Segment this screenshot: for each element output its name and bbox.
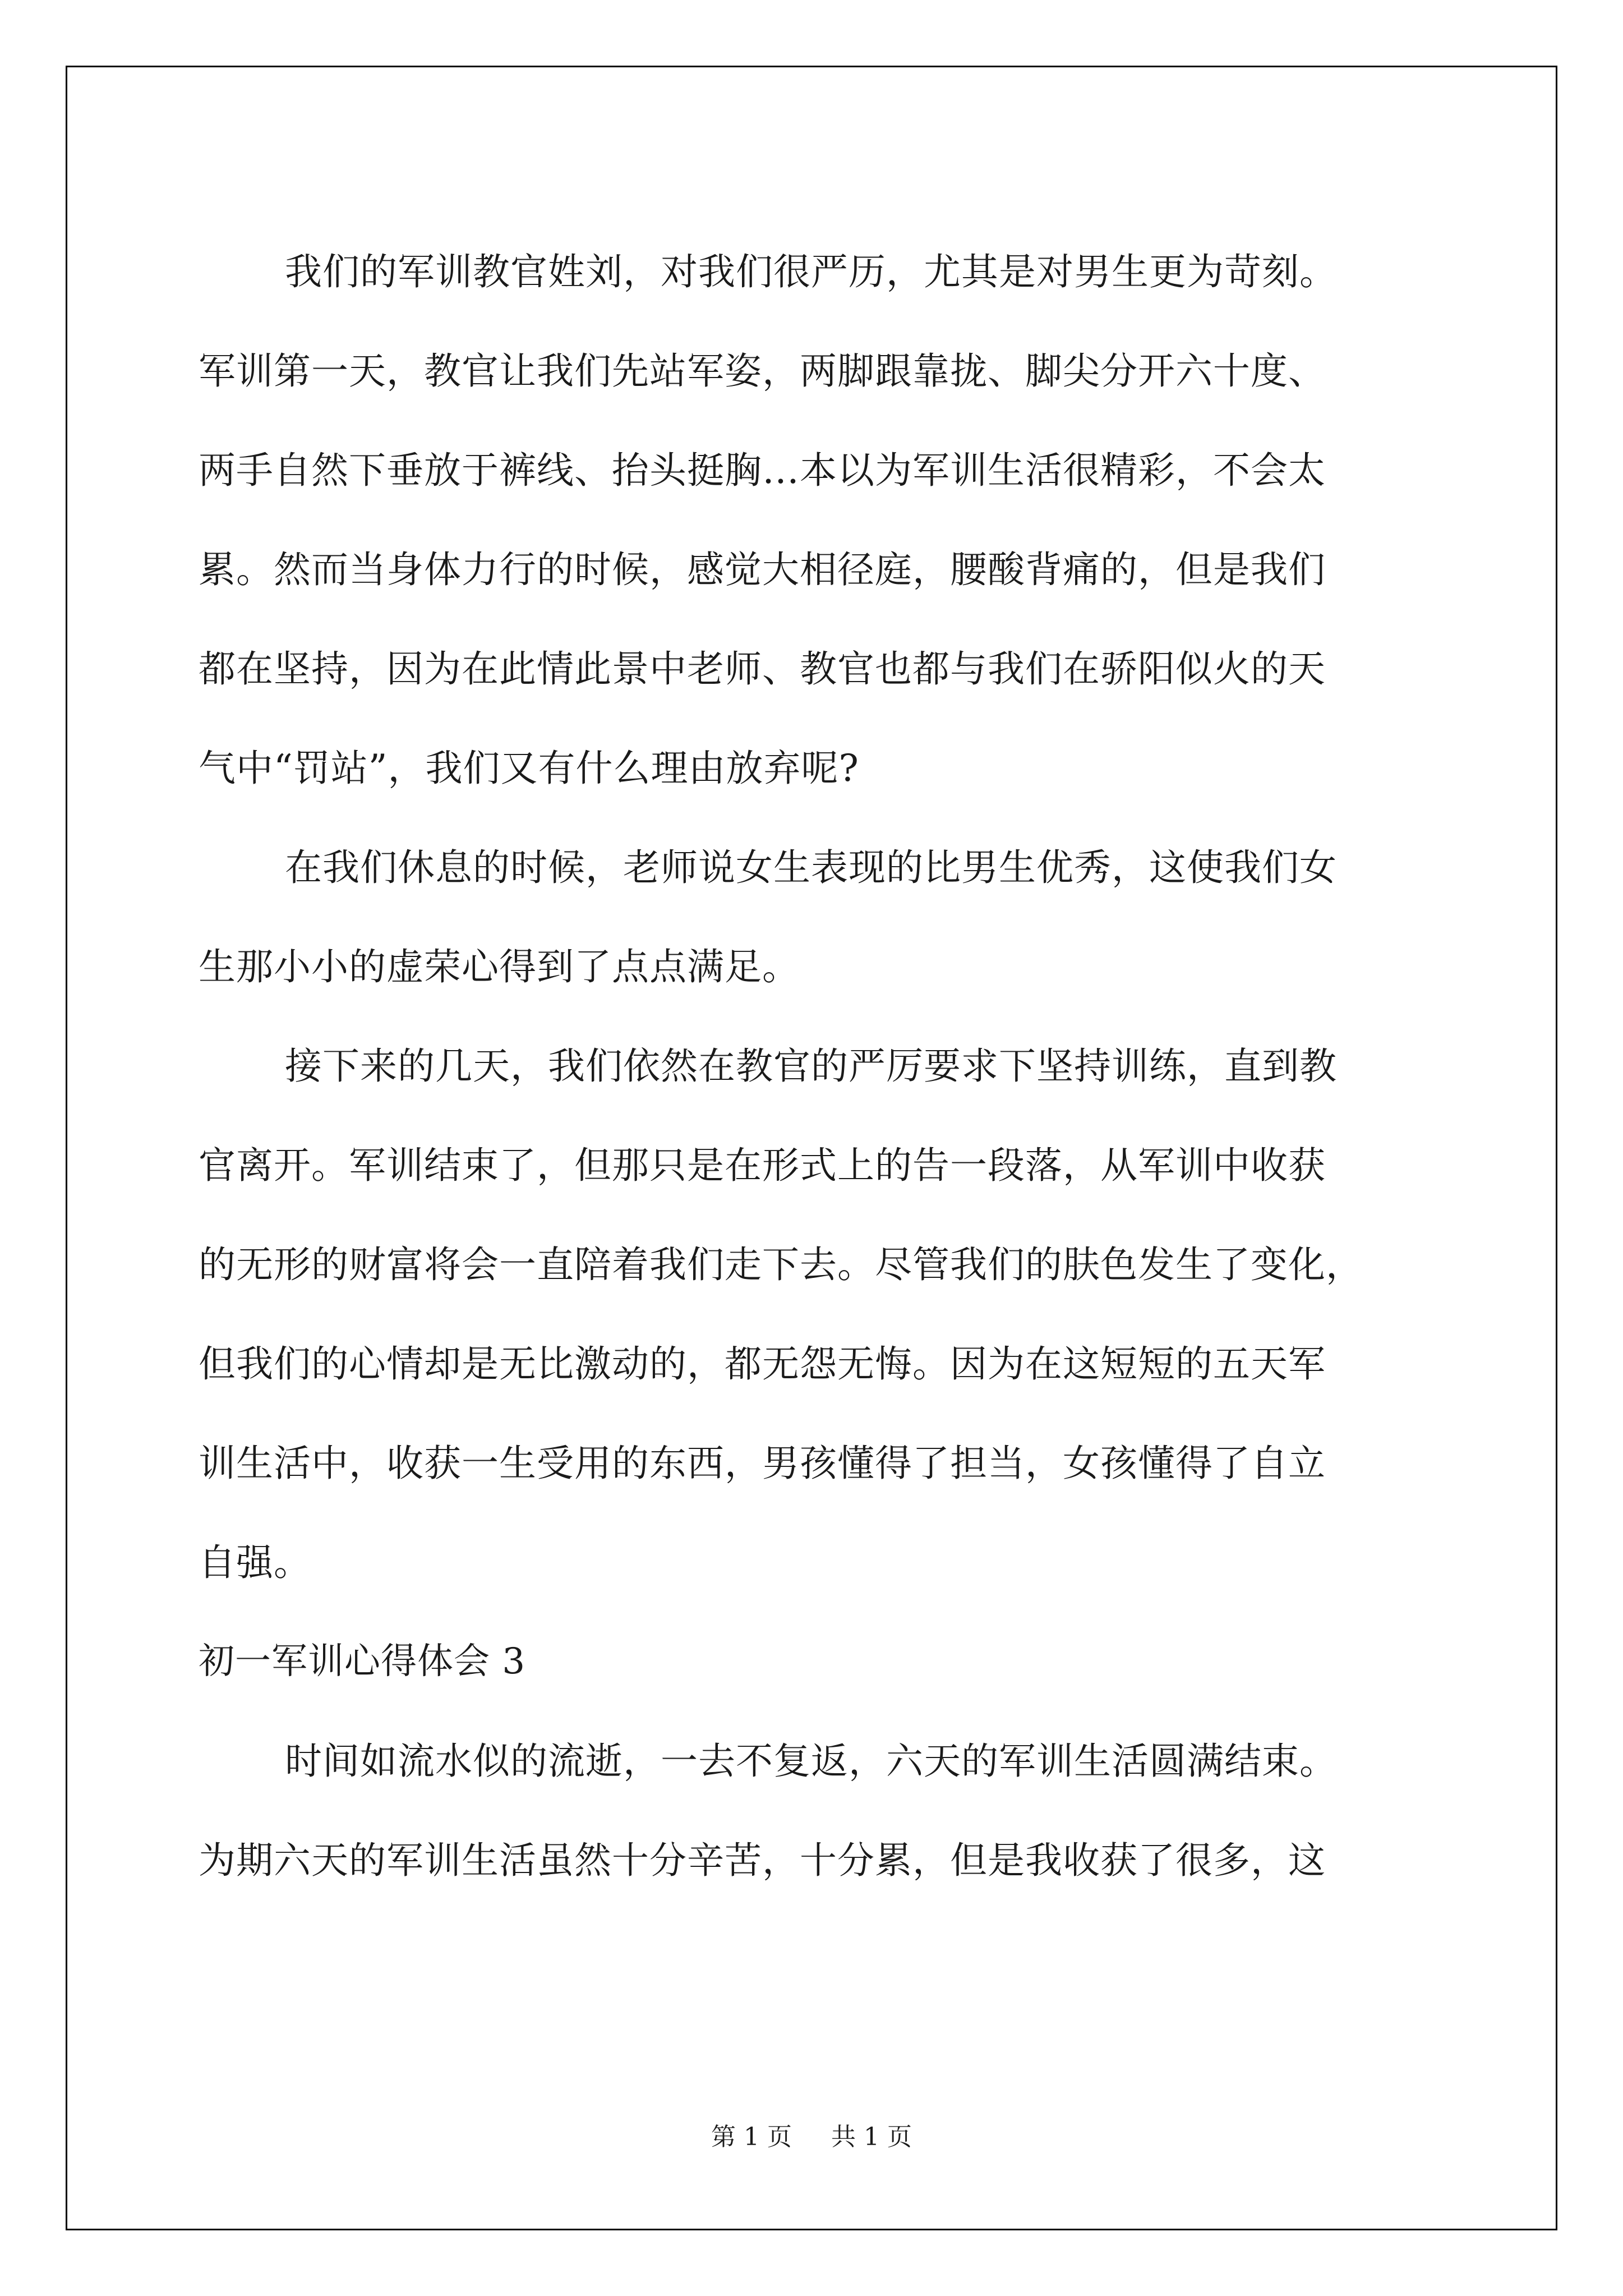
- text-line: 时间如流水似的流逝，一去不复返，六天的军训生活圆满结束。: [285, 1740, 1337, 1783]
- text-line: 官离开。军训结束了，但那只是在形式上的告一段落，从军训中收获: [199, 1144, 1326, 1187]
- text-line: 在我们休息的时候，老师说女生表现的比男生优秀，这使我们女: [285, 846, 1337, 889]
- text-line: 但我们的心情却是无比激动的，都无怨无悔。因为在这短短的五天军: [199, 1342, 1326, 1386]
- text-line: 两手自然下垂放于裤线、抬头挺胸…本以为军训生活很精彩，不会太: [199, 449, 1326, 492]
- paragraph-4: [199, 1711, 1432, 1910]
- page-number: 第 1 页: [711, 2123, 792, 2151]
- page-footer: [0, 2120, 1623, 2154]
- text-line: 训生活中，收获一生受用的东西，男孩懂得了担当，女孩懂得了自立: [199, 1442, 1326, 1485]
- text-line: 累。然而当身体力行的时候，感觉大相径庭，腰酸背痛的，但是我们: [199, 548, 1326, 591]
- text-line: 气中“罚站”，我们又有什么理由放弃呢?: [199, 747, 859, 790]
- section-heading: 初一军训心得体会 3: [199, 1641, 526, 1682]
- text-line: 生那小小的虚荣心得到了点点满足。: [199, 945, 800, 988]
- page-total: 共 1 页: [831, 2123, 912, 2151]
- text-line: 军训第一天，教官让我们先站军姿，两脚跟靠拢、脚尖分开六十度、: [199, 349, 1326, 393]
- document-body: [199, 222, 1432, 1910]
- text-line: 自强。: [199, 1541, 311, 1584]
- paragraph-1: [199, 222, 1432, 818]
- text-line: 都在坚持，因为在此情此景中老师、教官也都与我们在骄阳似火的天: [199, 647, 1326, 691]
- text-line: 接下来的几天，我们依然在教官的严厉要求下坚持训练，直到教: [285, 1045, 1337, 1088]
- paragraph-2: [199, 818, 1432, 1016]
- text-line: 的无形的财富将会一直陪着我们走下去。尽管我们的肤色发生了变化，: [199, 1243, 1363, 1286]
- paragraph-3: [199, 1016, 1432, 1612]
- text-line: 为期六天的军训生活虽然十分辛苦，十分累，但是我收获了很多，这: [199, 1839, 1326, 1882]
- text-line: 我们的军训教官姓刘，对我们很严历，尤其是对男生更为苛刻。: [285, 250, 1337, 293]
